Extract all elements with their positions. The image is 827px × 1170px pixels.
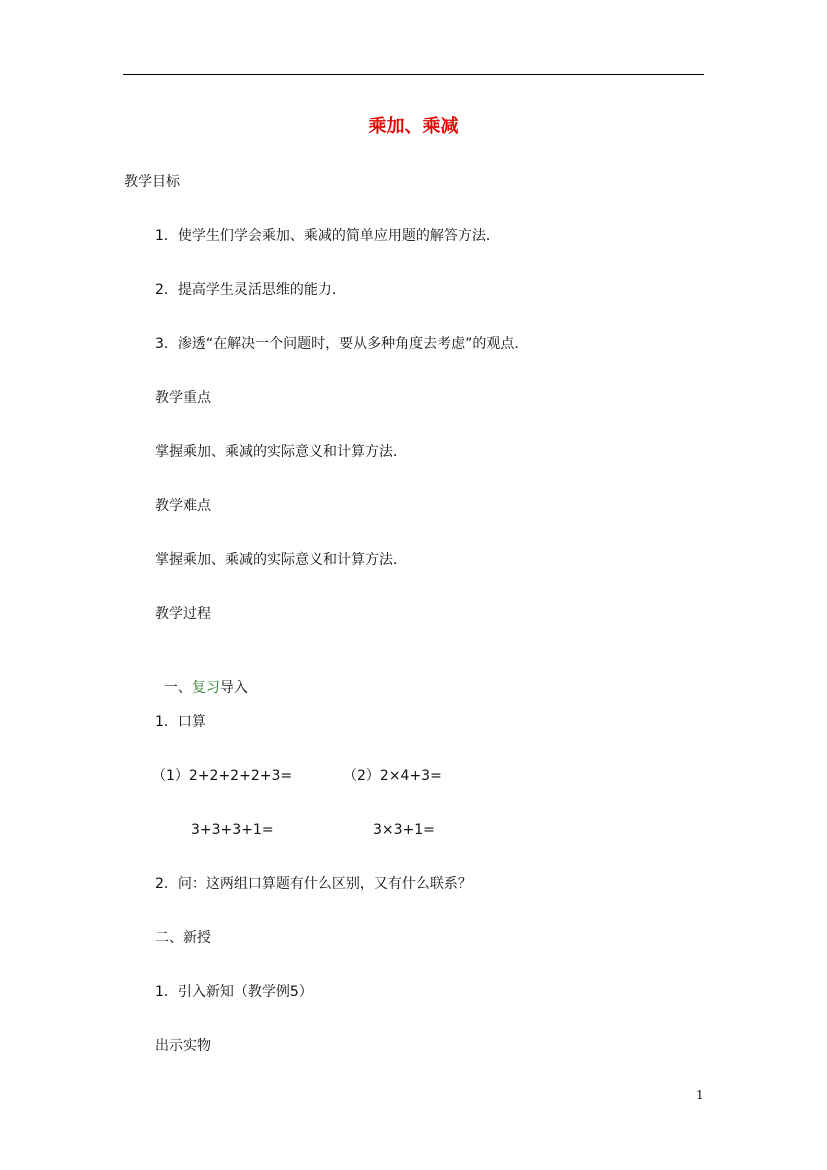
section-review-suffix: 导入 — [219, 680, 248, 696]
oral-calc-heading: 1．口算 — [155, 714, 206, 730]
page-number: 1 — [696, 1088, 704, 1102]
heading-key-points: 教学重点 — [155, 390, 211, 406]
header-rule — [123, 74, 704, 75]
heading-process: 教学过程 — [155, 606, 211, 622]
key-point-text: 掌握乘加、乘减的实际意义和计算方法． — [155, 444, 407, 460]
heading-teaching-goals: 教学目标 — [124, 174, 180, 190]
goal-item-1: 1．使学生们学会乘加、乘减的简单应用题的解答方法． — [155, 228, 500, 244]
section-review — [155, 658, 248, 698]
show-objects: 出示实物 — [155, 1038, 211, 1054]
exercise-3: 3+3+3+1= — [191, 822, 274, 838]
goal-item-2: 2．提高学生灵活思维的能力． — [155, 282, 346, 298]
exercise-2: （2）2×4+3= — [343, 768, 442, 784]
section-review-prefix: 一、 — [163, 680, 192, 696]
heading-difficulties: 教学难点 — [155, 498, 211, 514]
exercise-1: （1）2+2+2+2+3= — [152, 768, 293, 784]
document-title: 乘加、乘减 — [368, 116, 459, 137]
exercise-4: 3×3+1= — [373, 822, 435, 838]
intro-new-knowledge: 1．引入新知（教学例5） — [155, 984, 313, 1000]
goal-item-3: 3．渗透“在解决一个问题时，要从多种角度去考虑”的观点． — [155, 336, 529, 352]
review-link[interactable]: 复习 — [191, 680, 220, 696]
difficulty-text: 掌握乘加、乘减的实际意义和计算方法． — [155, 552, 407, 568]
question-text: 2．问：这两组口算题有什么区别，又有什么联系？ — [155, 876, 472, 892]
section-new-lesson: 二、新授 — [155, 930, 211, 946]
